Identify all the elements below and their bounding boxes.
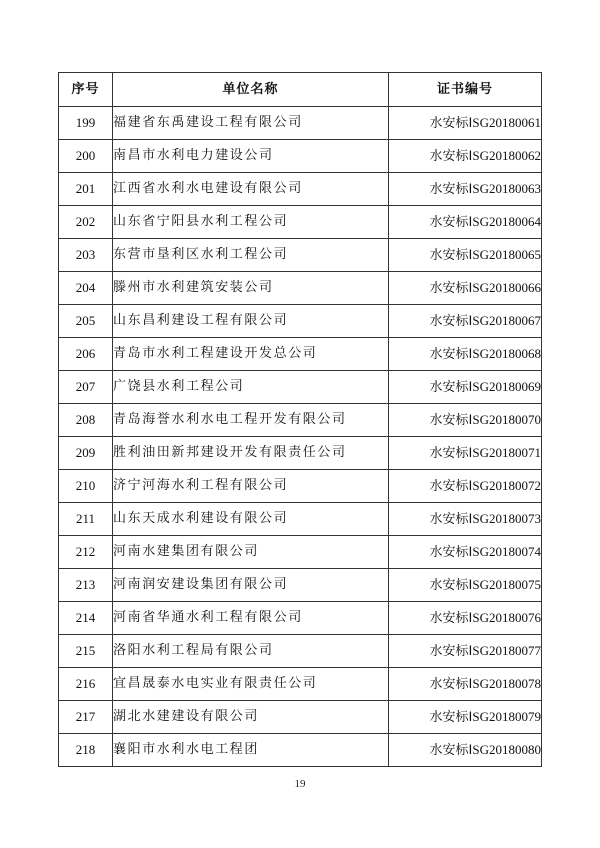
row-cert-number: 水安标ⅠSG20180068 bbox=[389, 338, 542, 371]
table-row bbox=[59, 536, 542, 569]
row-cert-number: 水安标ⅠSG20180070 bbox=[389, 404, 542, 437]
row-unit-name: 山东省宁阳县水利工程公司 bbox=[113, 206, 389, 239]
row-seq: 202 bbox=[59, 206, 113, 239]
row-cert-number: 水安标ⅠSG20180073 bbox=[389, 503, 542, 536]
row-seq: 205 bbox=[59, 305, 113, 338]
row-unit-name: 江西省水利水电建设有限公司 bbox=[113, 173, 389, 206]
row-cert-number: 水安标ⅠSG20180074 bbox=[389, 536, 542, 569]
certificate-table bbox=[58, 72, 542, 767]
row-cert-number: 水安标ⅠSG20180079 bbox=[389, 701, 542, 734]
row-cert-number: 水安标ⅠSG20180076 bbox=[389, 602, 542, 635]
table-body bbox=[59, 107, 542, 767]
table-row bbox=[59, 371, 542, 404]
row-cert-number: 水安标ⅠSG20180061 bbox=[389, 107, 542, 140]
row-seq: 199 bbox=[59, 107, 113, 140]
row-seq: 201 bbox=[59, 173, 113, 206]
row-seq: 208 bbox=[59, 404, 113, 437]
table-row bbox=[59, 470, 542, 503]
row-cert-number: 水安标ⅠSG20180063 bbox=[389, 173, 542, 206]
row-cert-number: 水安标ⅠSG20180069 bbox=[389, 371, 542, 404]
row-unit-name: 山东天成水利建设有限公司 bbox=[113, 503, 389, 536]
row-seq: 213 bbox=[59, 569, 113, 602]
row-seq: 218 bbox=[59, 734, 113, 767]
header-seq: 序号 bbox=[59, 73, 113, 107]
row-cert-number: 水安标ⅠSG20180080 bbox=[389, 734, 542, 767]
table-header bbox=[59, 73, 542, 107]
row-unit-name: 河南水建集团有限公司 bbox=[113, 536, 389, 569]
row-seq: 215 bbox=[59, 635, 113, 668]
row-unit-name: 广饶县水利工程公司 bbox=[113, 371, 389, 404]
table-row bbox=[59, 140, 542, 173]
row-cert-number: 水安标ⅠSG20180078 bbox=[389, 668, 542, 701]
row-unit-name: 福建省东禹建设工程有限公司 bbox=[113, 107, 389, 140]
header-cert-number: 证书编号 bbox=[389, 73, 542, 107]
row-cert-number: 水安标ⅠSG20180065 bbox=[389, 239, 542, 272]
table-row bbox=[59, 206, 542, 239]
row-seq: 203 bbox=[59, 239, 113, 272]
row-cert-number: 水安标ⅠSG20180066 bbox=[389, 272, 542, 305]
row-seq: 216 bbox=[59, 668, 113, 701]
table-row bbox=[59, 569, 542, 602]
row-seq: 210 bbox=[59, 470, 113, 503]
row-unit-name: 洛阳水利工程局有限公司 bbox=[113, 635, 389, 668]
row-unit-name: 济宁河海水利工程有限公司 bbox=[113, 470, 389, 503]
row-unit-name: 宜昌晟泰水电实业有限责任公司 bbox=[113, 668, 389, 701]
row-seq: 204 bbox=[59, 272, 113, 305]
table-row bbox=[59, 602, 542, 635]
table-row bbox=[59, 338, 542, 371]
table-row bbox=[59, 173, 542, 206]
row-unit-name: 山东昌利建设工程有限公司 bbox=[113, 305, 389, 338]
row-cert-number: 水安标ⅠSG20180077 bbox=[389, 635, 542, 668]
row-cert-number: 水安标ⅠSG20180064 bbox=[389, 206, 542, 239]
row-seq: 209 bbox=[59, 437, 113, 470]
row-cert-number: 水安标ⅠSG20180071 bbox=[389, 437, 542, 470]
table-header-row bbox=[59, 73, 542, 107]
table-row bbox=[59, 734, 542, 767]
row-seq: 217 bbox=[59, 701, 113, 734]
row-unit-name: 东营市垦利区水利工程公司 bbox=[113, 239, 389, 272]
header-unit-name: 单位名称 bbox=[113, 73, 389, 107]
row-cert-number: 水安标ⅠSG20180075 bbox=[389, 569, 542, 602]
table-row bbox=[59, 503, 542, 536]
page-number: 19 bbox=[294, 778, 306, 790]
table-row bbox=[59, 305, 542, 338]
row-cert-number: 水安标ⅠSG20180062 bbox=[389, 140, 542, 173]
row-unit-name: 襄阳市水利水电工程团 bbox=[113, 734, 389, 767]
table-row bbox=[59, 437, 542, 470]
table-row bbox=[59, 701, 542, 734]
table-row bbox=[59, 239, 542, 272]
row-cert-number: 水安标ⅠSG20180072 bbox=[389, 470, 542, 503]
row-unit-name: 湖北水建建设有限公司 bbox=[113, 701, 389, 734]
row-seq: 211 bbox=[59, 503, 113, 536]
table-row bbox=[59, 404, 542, 437]
row-cert-number: 水安标ⅠSG20180067 bbox=[389, 305, 542, 338]
row-unit-name: 青岛海誉水利水电工程开发有限公司 bbox=[113, 404, 389, 437]
row-seq: 206 bbox=[59, 338, 113, 371]
row-seq: 207 bbox=[59, 371, 113, 404]
row-seq: 212 bbox=[59, 536, 113, 569]
table-row bbox=[59, 107, 542, 140]
row-unit-name: 河南润安建设集团有限公司 bbox=[113, 569, 389, 602]
table-row bbox=[59, 635, 542, 668]
table-row bbox=[59, 272, 542, 305]
table-row bbox=[59, 668, 542, 701]
row-unit-name: 滕州市水利建筑安装公司 bbox=[113, 272, 389, 305]
row-seq: 214 bbox=[59, 602, 113, 635]
row-unit-name: 河南省华通水利工程有限公司 bbox=[113, 602, 389, 635]
row-unit-name: 胜利油田新邦建设开发有限责任公司 bbox=[113, 437, 389, 470]
row-seq: 200 bbox=[59, 140, 113, 173]
row-unit-name: 南昌市水利电力建设公司 bbox=[113, 140, 389, 173]
row-unit-name: 青岛市水利工程建设开发总公司 bbox=[113, 338, 389, 371]
